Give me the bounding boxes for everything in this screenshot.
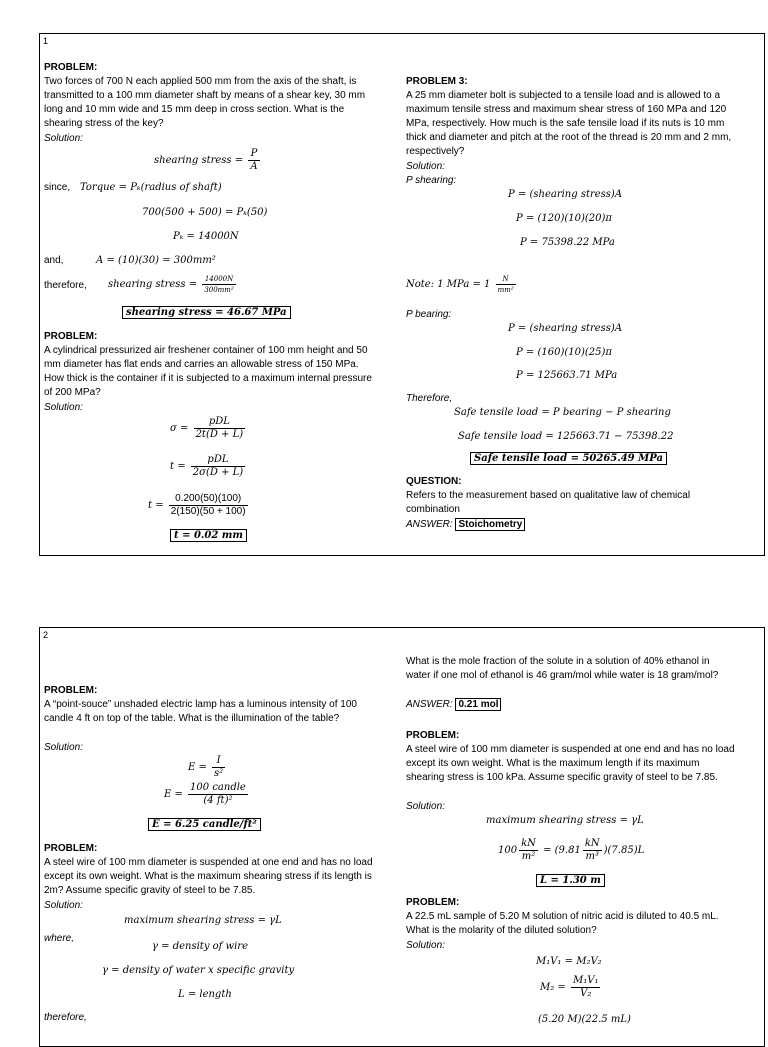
- note-mpa: Note: 1 MPa = 1 $\frac{N}{\text{mm²}}$: [406, 275, 514, 294]
- problem-heading: PROBLEM:: [44, 685, 98, 696]
- problem-text: A 22.5 mL sample of 5.20 M solution of nitric acid is diluted to 40.5 mL. What is the molarity of the diluted solution?: [406, 911, 719, 936]
- equation-lhs: shearing stress =: [154, 155, 247, 166]
- equation-torque-values: 700(500 + 500) = Pₖ(50): [142, 207, 268, 218]
- equation-shearing-stress: [154, 146, 262, 176]
- equation-max-shear: maximum shearing stress = γL: [124, 915, 282, 926]
- problem-heading: PROBLEM:: [44, 62, 98, 73]
- problem-text: A steel wire of 100 mm diameter is suspended at one end and has no load except its own weight. What is the maximum shearing stress if its length is 2m? Assume specific gravity of steel to be 7.85.: [44, 857, 373, 896]
- equation-p-shearing: P = (shearing stress)A: [508, 189, 623, 200]
- equation-p-shearing-values: P = (120)(10)(20)π: [516, 213, 612, 224]
- fraction-denominator: A: [250, 161, 258, 172]
- question-heading: QUESTION:: [406, 476, 462, 487]
- equation-p-bearing-result: P = 125663.71 MPa: [516, 370, 618, 381]
- problem-heading: PROBLEM:: [406, 897, 460, 908]
- problem-text: A cylindrical pressurized air freshener container of 100 mm height and 50 mm diameter has flat ends and carries an allowable stress of 150 MPa. How thick is the container if it is subjected to a maximum internal pressure of 200 MPa?: [44, 345, 372, 398]
- answer-label: ANSWER:: [406, 699, 453, 710]
- equation-sigma: σ = $\frac{\text{pDL}}{2t(D + L)}$: [170, 416, 244, 440]
- card-number: 1: [43, 36, 49, 46]
- answer-shearing-stress: shearing stress = 46.67 MPa: [122, 306, 291, 320]
- problem-heading: PROBLEM:: [44, 843, 98, 854]
- equation-thickness: t = $\frac{\text{pDL}}{2\sigma(D + L)}$: [170, 454, 244, 478]
- answer-illumination: E = 6.25 candle/ft²: [148, 818, 261, 832]
- fraction-numerator: P: [248, 148, 259, 161]
- equation-illumination: E = $\frac{I}{\text{s²}}$: [188, 755, 224, 779]
- solution-label: Solution:: [44, 742, 83, 753]
- equation-shearing-stress-values: [108, 272, 238, 298]
- problem-text: A steel wire of 100 mm diameter is suspended at one end and has no load except its own weight. What is the maximum length if its maximum shearing stress is 100 kPa. Assume specific gravity of steel to be 7.85.: [406, 744, 735, 783]
- fraction-denominator: 300mm²: [204, 286, 234, 294]
- problem-text: A 25 mm diameter bolt is subjected to a tensile load and is allowed to a maximum tensile stress and maximum shear stress of 160 MPa and 120 MPa, respectively. How much is the safe tensile load if its nuts is 10 mm thick and diameter and pitch at the root of the thread is 20 mm and 2 mm, respectively?: [406, 90, 732, 157]
- answer-length: L = 1.30 m: [536, 874, 605, 888]
- fraction-numerator: 14000N: [202, 274, 235, 285]
- answer-line: [406, 698, 501, 712]
- answer-value: 0.21 mol: [455, 698, 501, 711]
- problem-text: Two forces of 700 N each applied 500 mm from the axis of the shaft, is transmitted to a 100 mm diameter shaft by means of a shear key, 30 mm long and 10 mm wide and 15 mm deep in cross section. What is the shearing stress of the key?: [44, 76, 366, 129]
- equation-pk: Pₖ = 14000N: [173, 231, 239, 242]
- equation-torque: Torque = Pₖ(radius of shaft): [80, 182, 222, 193]
- since-label: since,: [44, 182, 71, 193]
- equation-lhs: shearing stress =: [108, 279, 201, 290]
- equation-m2: M₂ = $\frac{\text{M₁V₁}}{\text{V₂}}$: [540, 975, 599, 999]
- equation-thickness-values: t = $\frac{0.200(50)(100)}{2(150)(50 + 100)}$: [148, 493, 246, 517]
- equation-p-bearing: P = (shearing stress)A: [508, 323, 623, 334]
- question-text: Refers to the measurement based on qualitative law of chemical combination: [406, 490, 691, 515]
- card-number: 2: [43, 630, 49, 640]
- therefore-label: therefore,: [44, 1012, 87, 1023]
- where-label: where,: [44, 933, 75, 944]
- equation-illumination-values: E = $\frac{\text{100 candle}}{\text{(4 ft)²}}$: [164, 782, 246, 806]
- solution-label: Solution:: [44, 133, 83, 144]
- equation-max-shear-values: 100 $\frac{kN}{\text{m²}}$ = (9.81 $\frac{kN}{\text{m³}}$ )(7.85)L: [498, 838, 645, 862]
- equation-dilution: M₁V₁ = M₂V₂: [536, 956, 602, 967]
- problem-heading: PROBLEM:: [406, 730, 460, 741]
- problem-text: A “point-souce” unshaded electric lamp has a luminous intensity of 100 candle 4 ft on top of the table. What is the illumination of the table?: [44, 699, 357, 724]
- equation-area: A = (10)(30) = 300mm²: [96, 255, 216, 266]
- equation-p-bearing-values: P = (160)(10)(25)π: [516, 347, 612, 358]
- problem-heading: PROBLEM:: [44, 331, 98, 342]
- answer-safe-load: Safe tensile load = 50265.49 MPa: [470, 452, 667, 466]
- card-1: [39, 33, 765, 556]
- p-bearing-label: P bearing:: [406, 309, 452, 320]
- equation-p-shearing-result: P = 75398.22 MPa: [520, 237, 615, 248]
- answer-label: ANSWER:: [406, 519, 453, 530]
- equation-max-shear: maximum shearing stress = γL: [486, 815, 644, 826]
- solution-label: Solution:: [44, 402, 83, 413]
- question-text: What is the mole fraction of the solute in a solution of 40% ethanol in water if one mol of ethanol is 46 gram/mol while water is 18 gram/mol?: [406, 656, 719, 681]
- equation-safe-load-values: Safe tensile load = 125663.71 − 75398.22: [458, 431, 674, 442]
- solution-label: Solution:: [406, 161, 445, 172]
- solution-label: Solution:: [406, 801, 445, 812]
- answer-line: [406, 518, 525, 532]
- equation-length: L = length: [178, 989, 232, 1000]
- p-shearing-label: P shearing:: [406, 175, 457, 186]
- equation-gamma-water: γ = density of water x specific gravity: [102, 965, 295, 976]
- equation-safe-load: Safe tensile load = P bearing − P shearing: [454, 407, 671, 418]
- therefore-label: therefore,: [44, 280, 87, 291]
- card-2: [39, 627, 765, 1047]
- solution-label: Solution:: [406, 940, 445, 951]
- answer-thickness: t = 0.02 mm: [170, 529, 247, 543]
- and-label: and,: [44, 255, 64, 266]
- answer-value: Stoichometry: [455, 518, 525, 531]
- equation-m2-values: (5.20 M)(22.5 mL): [538, 1014, 631, 1025]
- therefore-label: Therefore,: [406, 393, 453, 404]
- equation-gamma: γ = density of wire: [152, 941, 249, 952]
- problem-heading: PROBLEM 3:: [406, 76, 468, 87]
- solution-label: Solution:: [44, 900, 83, 911]
